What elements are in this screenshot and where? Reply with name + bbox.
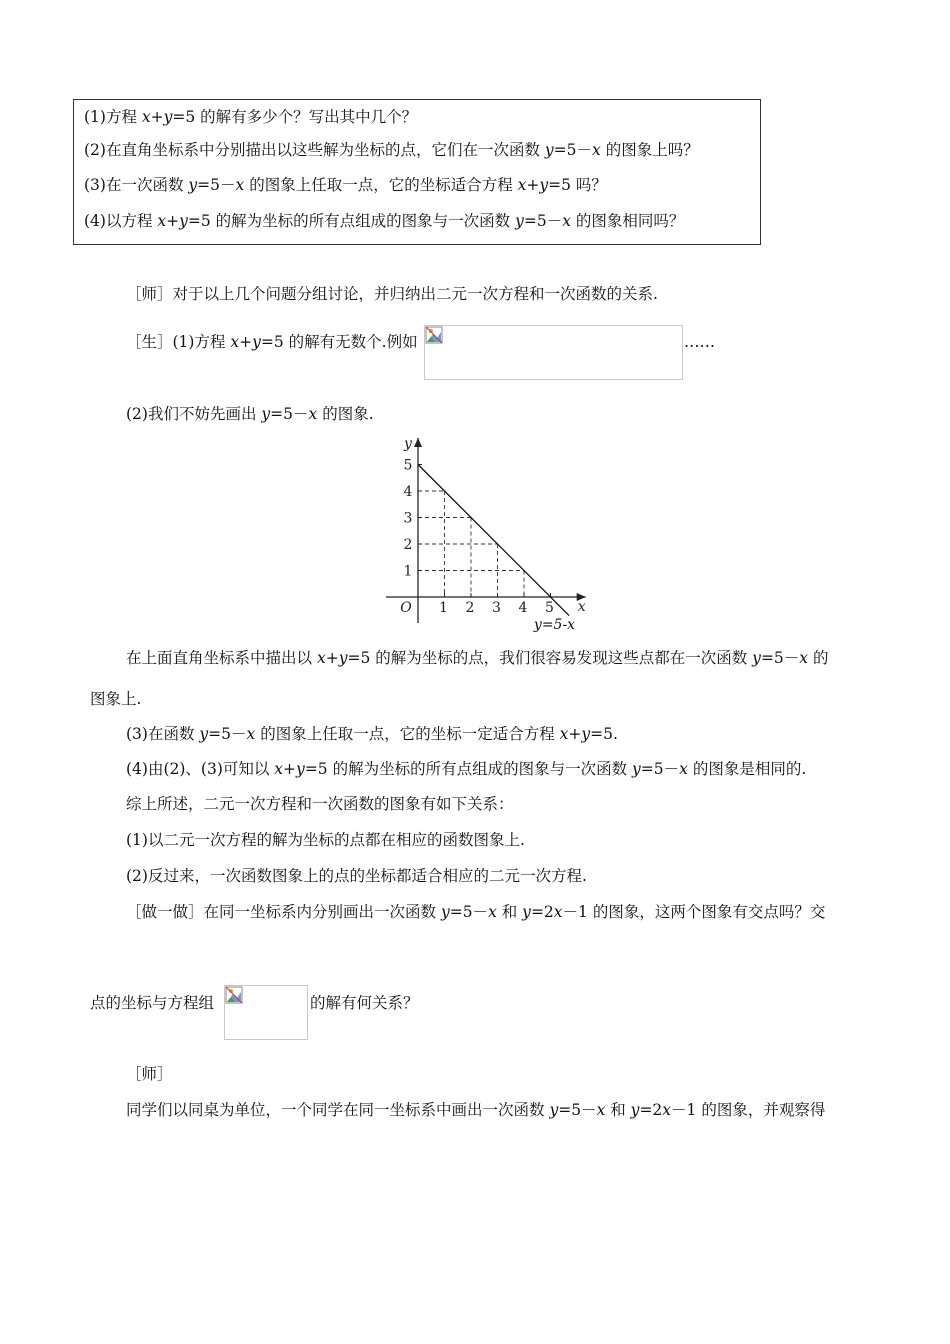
var: x — [308, 405, 318, 423]
line-y-equals-5-minus-x — [418, 465, 569, 616]
question-1 — [84, 107, 417, 127]
origin-label: O — [400, 600, 412, 616]
y-tick-label-2: 2 — [403, 537, 413, 553]
var: x — [799, 649, 809, 667]
observation-continued: 图象上. — [90, 690, 142, 708]
var: x — [662, 1101, 672, 1119]
text: =5 的解有无数个.例如 — [260, 333, 418, 351]
var: x — [230, 333, 240, 351]
var: x — [157, 212, 167, 230]
x-tick-label-2: 2 — [465, 600, 475, 616]
y-tick-label-4: 4 — [403, 484, 413, 500]
y-tick-label-5: 5 — [403, 457, 413, 474]
question-2 — [84, 140, 699, 160]
text: 的 — [808, 649, 829, 667]
var: y — [522, 903, 531, 921]
point-3-paragraph — [126, 724, 618, 744]
broken-image-icon — [225, 986, 243, 1004]
y-axis-label: y — [404, 436, 412, 452]
var: y — [261, 405, 271, 423]
text: ［做一做］在同一坐标系内分别画出一次函数 — [126, 903, 441, 921]
text: + — [150, 108, 164, 126]
var: x — [553, 903, 563, 921]
var: y — [199, 725, 209, 743]
text: + — [568, 725, 582, 743]
graph — [380, 432, 605, 632]
text: =5 吗？ — [548, 176, 607, 194]
var: y — [630, 1101, 640, 1119]
text: =5－ — [640, 760, 680, 778]
var: x — [596, 1101, 606, 1119]
var: y — [752, 649, 761, 667]
text: －1 的图象，这两个图象有交点吗？交 — [562, 903, 826, 921]
text: 和 — [496, 903, 523, 921]
text: =5－ — [208, 725, 247, 743]
text: =5－ — [553, 141, 593, 159]
text: + — [325, 649, 339, 667]
point-4-paragraph — [126, 759, 806, 779]
var: y — [163, 108, 173, 126]
var: y — [581, 725, 591, 743]
text: =2 — [639, 1101, 663, 1119]
summary-paragraph: 综上所述，二元一次方程和一次函数的图象有如下关系： — [126, 795, 514, 813]
student-paragraph — [126, 332, 418, 352]
var: x — [316, 649, 326, 667]
var: x — [679, 760, 688, 778]
teacher-paragraph: ［师］对于以上几个问题分组讨论，并归纳出二元一次方程和一次函数的关系. — [126, 285, 658, 303]
text: (1)方程 — [84, 108, 142, 126]
draw-graph-paragraph — [126, 404, 374, 424]
text: 的图象上吗？ — [600, 141, 699, 159]
text: (4)由(2)、(3)可知以 — [126, 760, 275, 778]
text: 同学们以同桌为单位，一个同学在同一坐标系中画出一次函数 — [126, 1101, 550, 1119]
var: x — [559, 725, 569, 743]
text: (4)以方程 — [84, 212, 158, 230]
question-box — [73, 99, 761, 245]
group-activity-paragraph — [126, 1100, 825, 1120]
ellipsis: …… — [684, 333, 715, 351]
text: ［生］(1)方程 — [126, 333, 231, 351]
text: =5 的解为坐标的所有点组成的图象与一次函数 — [187, 212, 516, 230]
var: y — [440, 903, 450, 921]
text: (3)在函数 — [126, 725, 200, 743]
text: =5－ — [197, 176, 236, 194]
text: =5－ — [449, 903, 489, 921]
var: x — [592, 141, 601, 159]
text: =5. — [590, 725, 618, 743]
var: y — [252, 333, 261, 351]
text: =5－ — [558, 1101, 597, 1119]
text: =5 的解为坐标的点，我们很容易发现这些点都在一次函数 — [347, 649, 753, 667]
system-image-placeholder — [224, 985, 308, 1040]
question-4 — [84, 211, 684, 231]
var: y — [179, 212, 188, 230]
text: 的图象上任取一点，它的坐标一定适合方程 — [255, 725, 560, 743]
try-it-paragraph — [126, 902, 825, 922]
var: x — [235, 176, 245, 194]
var: y — [632, 760, 641, 778]
question-3 — [84, 175, 607, 195]
relation-2: (2)反过来，一次函数图象上的点的坐标都适合相应的二元一次方程. — [126, 867, 587, 885]
text: －1 的图象，并观察得 — [671, 1101, 826, 1119]
relation-1: (1)以二元一次方程的解为坐标的点都在相应的函数图象上. — [126, 831, 525, 849]
var: x — [246, 725, 256, 743]
x-tick-label-5: 5 — [545, 600, 554, 616]
text: + — [166, 212, 180, 230]
var: x — [274, 760, 284, 778]
text: + — [526, 176, 540, 194]
var: x — [141, 108, 151, 126]
x-tick-label-4: 4 — [518, 600, 528, 616]
text: =5－ — [760, 649, 800, 667]
y-tick-label-3: 3 — [403, 510, 413, 527]
text: 在上面直角坐标系中描出以 — [126, 649, 317, 667]
text: (3)在一次函数 — [84, 176, 189, 194]
var: y — [188, 176, 198, 194]
y-axis-arrow — [414, 438, 422, 447]
text: 的图象是相同的. — [687, 760, 807, 778]
text: (2)我们不妨先画出 — [126, 405, 262, 423]
text: =5－ — [270, 405, 309, 423]
var: y — [549, 1101, 559, 1119]
var: y — [544, 141, 554, 159]
text: =5 的解有多少个？写出其中几个？ — [172, 108, 418, 126]
text: 和 — [605, 1101, 631, 1119]
equation-image-placeholder — [424, 325, 683, 380]
text: + — [283, 760, 297, 778]
x-tick-label-3: 3 — [492, 600, 501, 616]
text: (2)在直角坐标系中分别描出以这些解为坐标的点，它们在一次函数 — [84, 141, 545, 159]
var: y — [296, 760, 305, 778]
var: x — [488, 903, 497, 921]
y-tick-label-1: 1 — [403, 563, 413, 580]
broken-image-icon — [425, 326, 443, 344]
x-tick-label-1: 1 — [439, 600, 448, 616]
line-label: y=5-x — [533, 617, 576, 632]
x-axis-label: x — [577, 599, 586, 615]
var: x — [562, 212, 571, 230]
var: x — [517, 176, 527, 194]
var: y — [539, 176, 549, 194]
try-it-continued: 点的坐标与方程组 — [90, 994, 215, 1012]
text: 的图象. — [317, 405, 374, 423]
observation-paragraph — [126, 648, 828, 668]
text: =2 — [530, 903, 554, 921]
text: =5－ — [523, 212, 563, 230]
text: + — [239, 333, 253, 351]
text: 的图象相同吗？ — [571, 212, 685, 230]
var: y — [515, 212, 524, 230]
try-it-question-end: 的解有何关系？ — [310, 994, 419, 1012]
var: y — [338, 649, 348, 667]
teacher-label: ［师］ — [126, 1065, 173, 1083]
text: =5 的解为坐标的所有点组成的图象与一次函数 — [304, 760, 633, 778]
text: 的图象上任取一点，它的坐标适合方程 — [244, 176, 518, 194]
